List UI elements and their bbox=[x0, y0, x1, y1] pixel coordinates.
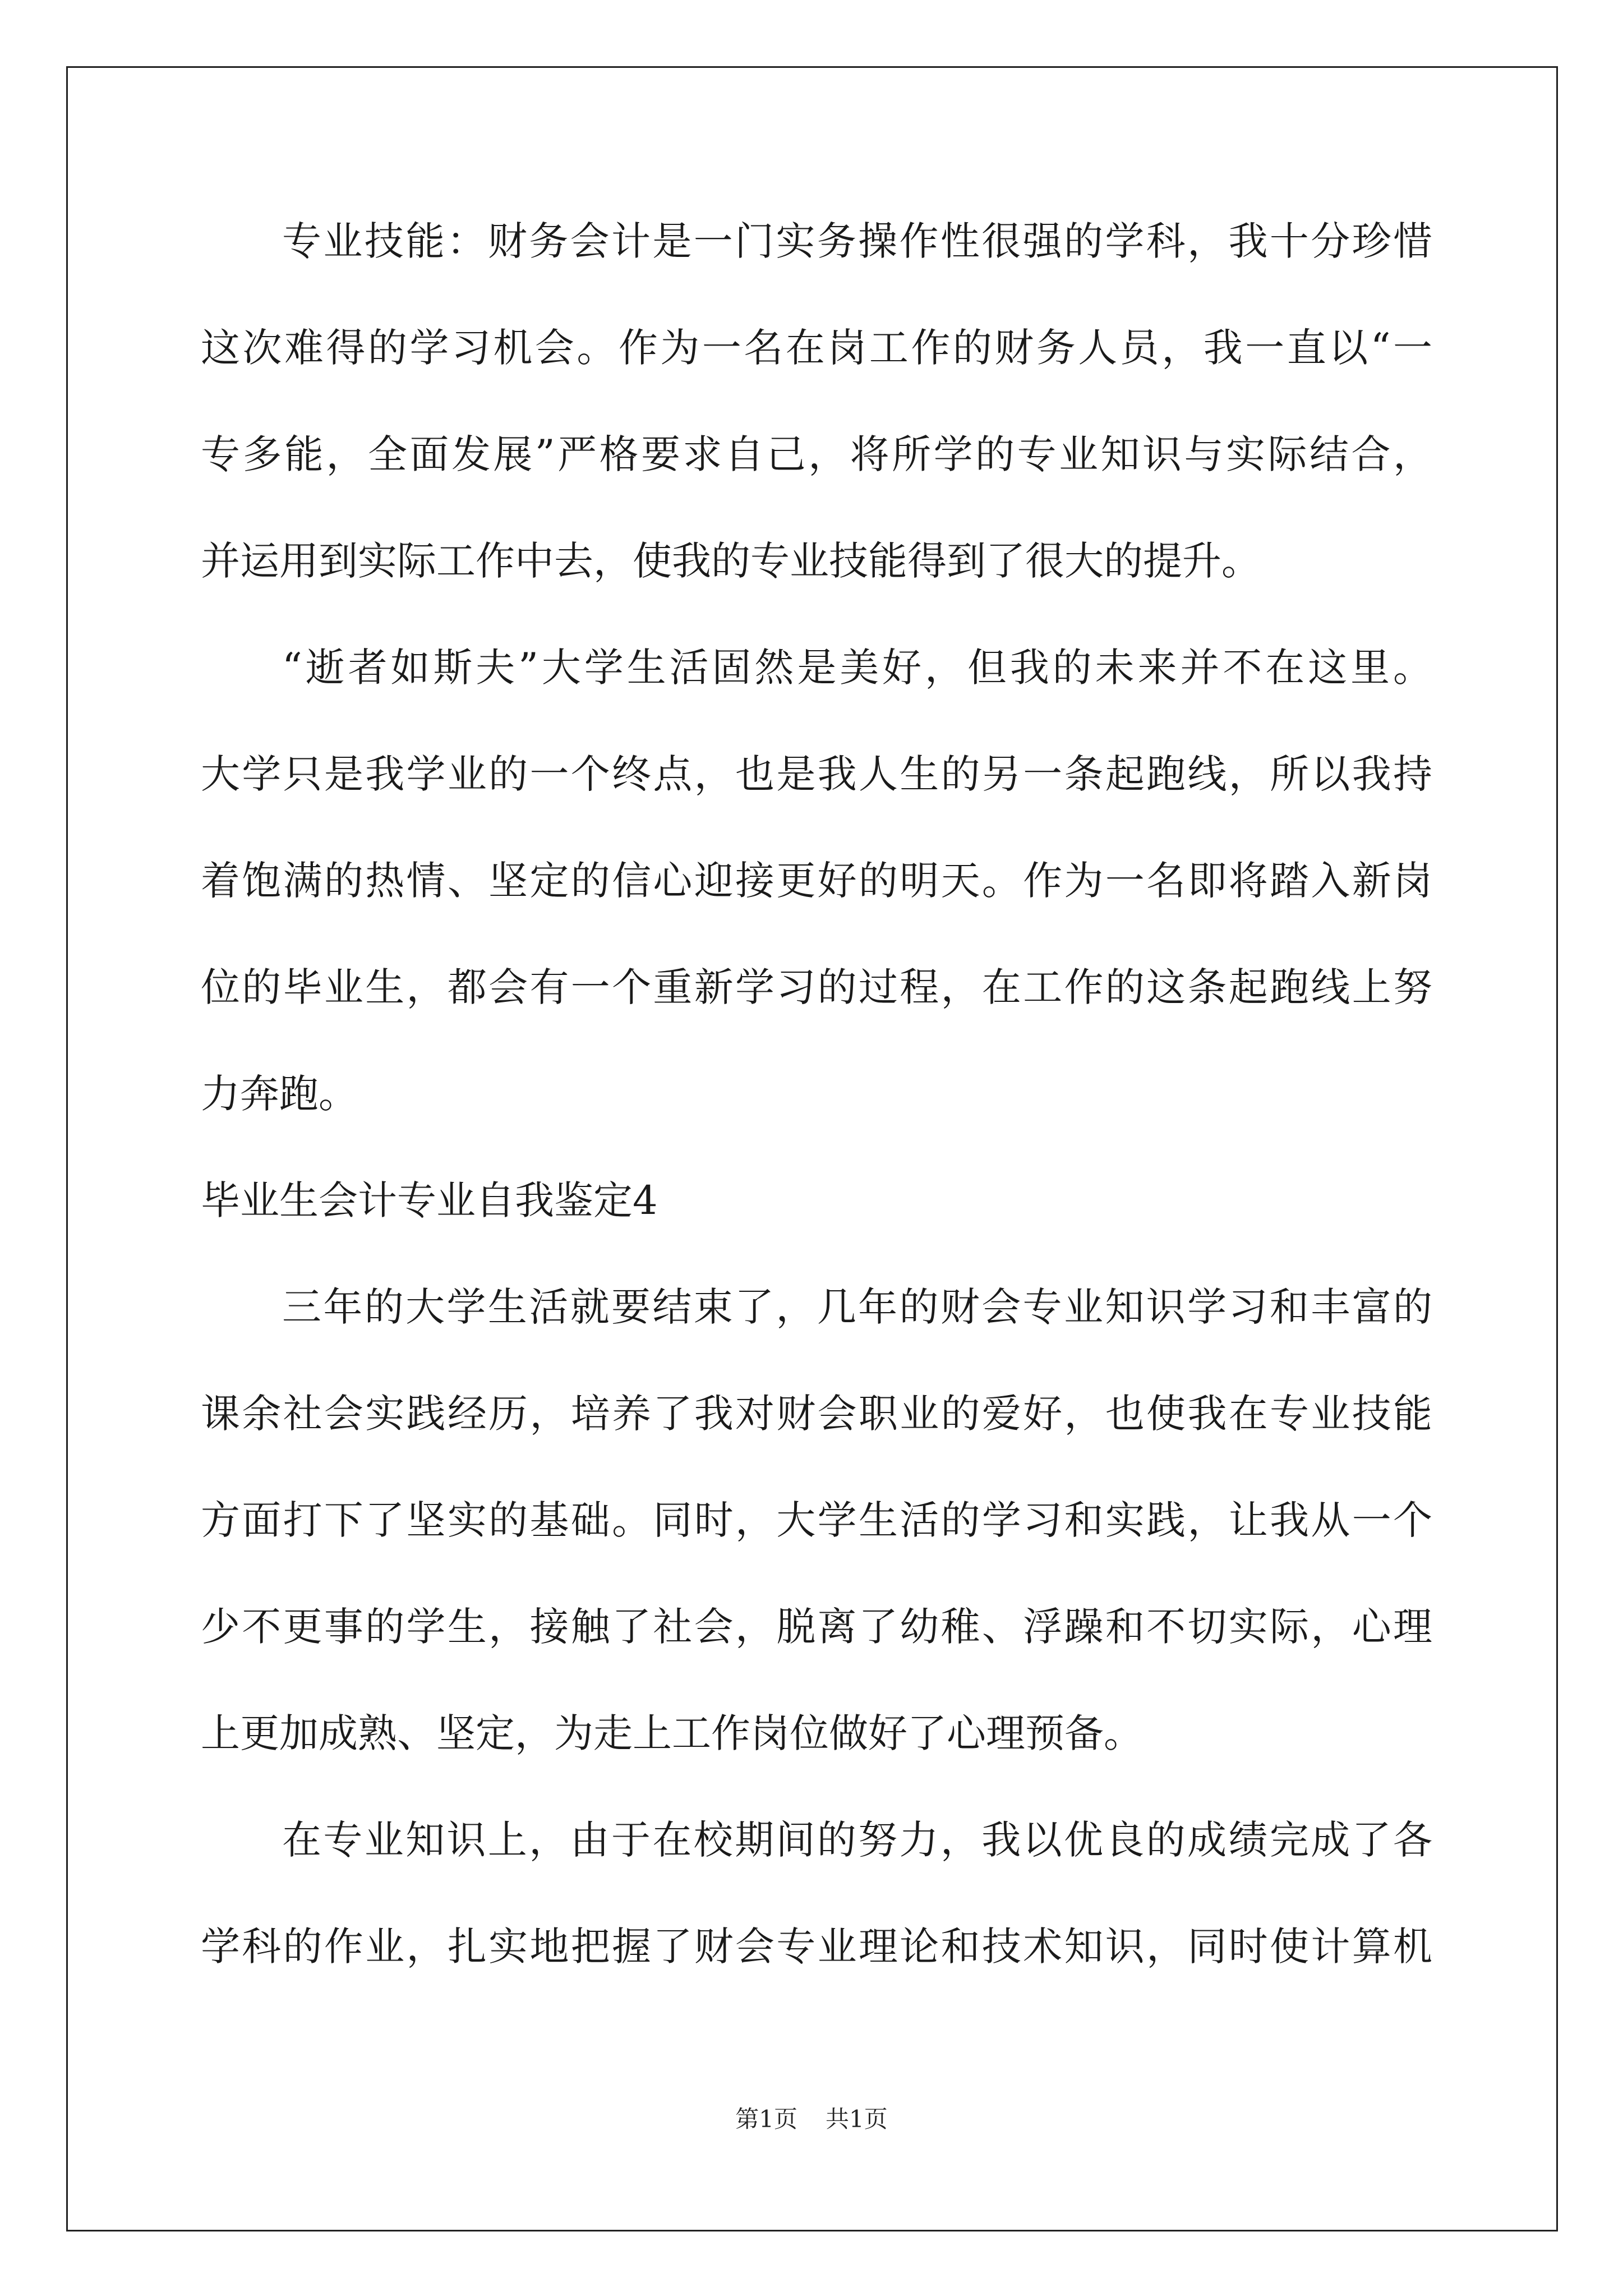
paragraph-professional-knowledge bbox=[201, 1806, 1432, 2019]
text-line: 大学只是我学业的一个终点，也是我人生的另一条起跑线，所以我持 bbox=[201, 751, 1432, 797]
paragraph-three-years bbox=[201, 1273, 1432, 1806]
page-footer bbox=[0, 2101, 1623, 2134]
text-line: “逝者如斯夫”大学生活固然是美好，但我的未来并不在这里。 bbox=[282, 645, 1432, 691]
text-line: 专业技能：财务会计是一门实务操作性很强的学科，我十分珍惜 bbox=[282, 218, 1432, 264]
text-line: 专多能，全面发展”严格要求自己，将所学的专业知识与实际结合， bbox=[201, 431, 1432, 477]
text-line: 方面打下了坚实的基础。同时，大学生活的学习和实践，让我从一个 bbox=[201, 1497, 1432, 1543]
text-line: 位的毕业生，都会有一个重新学习的过程，在工作的这条起跑线上努 bbox=[201, 964, 1432, 1010]
section-heading: 毕业生会计专业自我鉴定4 bbox=[201, 1177, 658, 1223]
text-line: 在专业知识上，由于在校期间的努力，我以优良的成绩完成了各 bbox=[282, 1817, 1432, 1863]
page-total: 共1页 bbox=[826, 2105, 888, 2133]
text-line: 这次难得的学习机会。作为一名在岗工作的财务人员，我一直以“一 bbox=[201, 325, 1432, 371]
text-line: 着饱满的热情、坚定的信心迎接更好的明天。作为一名即将踏入新岗 bbox=[201, 858, 1432, 904]
document-body bbox=[201, 208, 1432, 2019]
text-line: 力奔跑。 bbox=[201, 1071, 358, 1117]
paragraph-professional-skills bbox=[201, 208, 1432, 634]
text-line: 三年的大学生活就要结束了，几年的财会专业知识学习和丰富的 bbox=[282, 1284, 1432, 1330]
text-line: 并运用到实际工作中去，使我的专业技能得到了很大的提升。 bbox=[201, 538, 1261, 584]
page-number: 第1页 bbox=[735, 2105, 797, 2133]
text-line: 少不更事的学生，接触了社会，脱离了幼稚、浮躁和不切实际，心理 bbox=[201, 1604, 1432, 1650]
paragraph-university-life bbox=[201, 634, 1432, 1167]
text-line: 课余社会实践经历，培养了我对财会职业的爱好，也使我在专业技能 bbox=[201, 1391, 1432, 1437]
text-line: 上更加成熟、坚定，为走上工作岗位做好了心理预备。 bbox=[201, 1710, 1143, 1756]
text-line: 学科的作业，扎实地把握了财会专业理论和技术知识，同时使计算机 bbox=[201, 1924, 1432, 1970]
